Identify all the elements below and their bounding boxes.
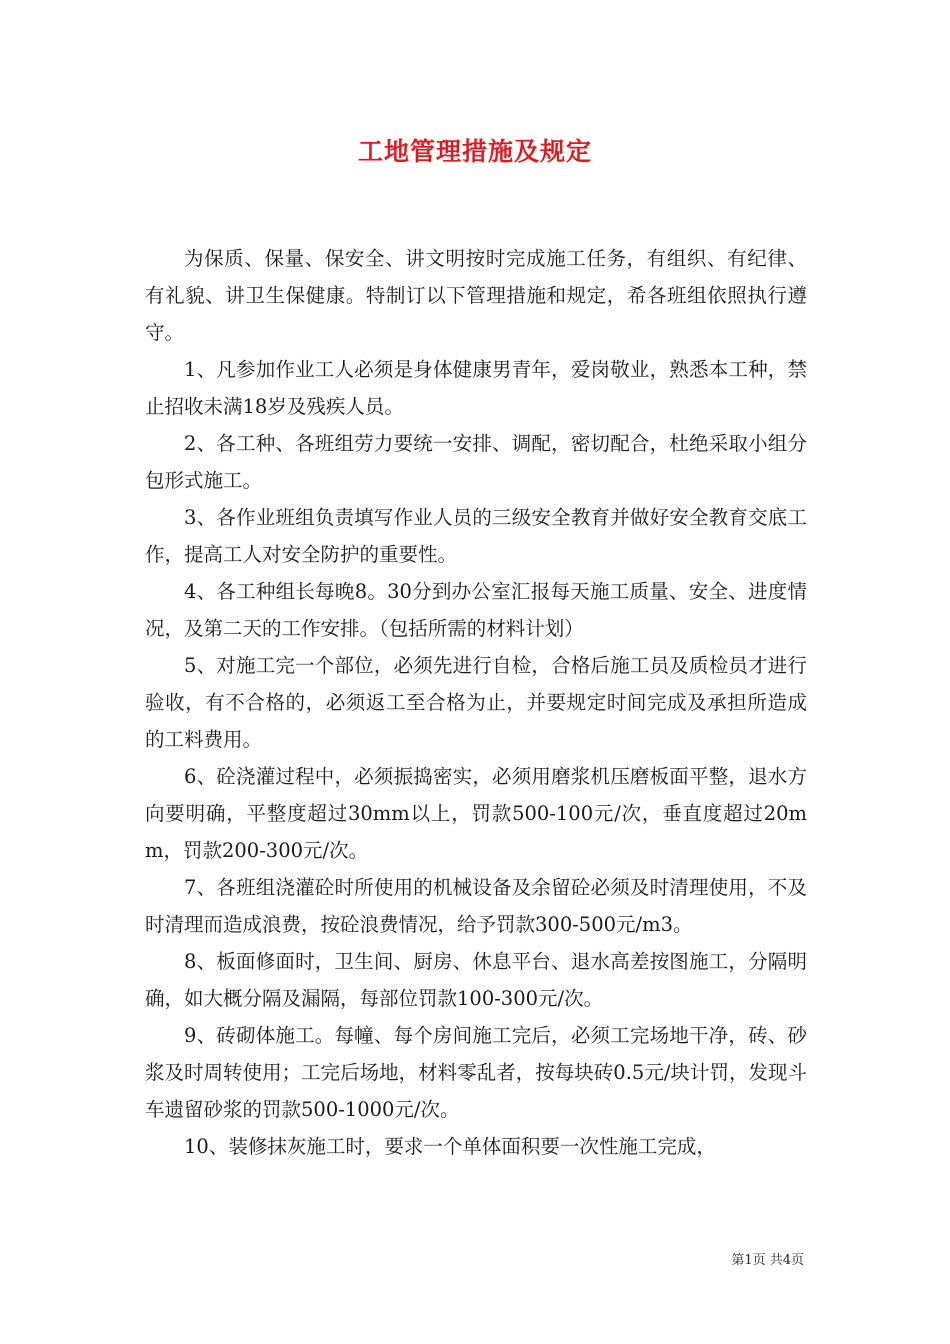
- intro-paragraph: 为保质、保量、保安全、讲文明按时完成施工任务，有组织、有纪律、有礼貌、讲卫生保健康。特制订以下管理措施和规定，希各班组依照执行遵守。: [145, 247, 807, 344]
- rule-paragraph-3: 3、各作业班组负责填写作业人员的三级安全教育并做好安全教育交底工作，提高工人对安全防护的重要性。: [145, 506, 807, 566]
- rule-paragraph-2: 2、各工种、各班组劳力要统一安排、调配，密切配合，杜绝采取小组分包形式施工。: [145, 432, 807, 492]
- document-title: 工地管理措施及规定: [357, 137, 592, 166]
- rule-paragraph-5: 5、对施工完一个部位，必须先进行自检，合格后施工员及质检员才进行验收，有不合格的，必须返工至合格为止，并要规定时间完成及承担所造成的工料费用。: [145, 654, 807, 751]
- rule-paragraph-8: 8、板面修面时，卫生间、厨房、休息平台、退水高差按图施工，分隔明确，如大概分隔及漏隔，每部位罚款100-300元/次。: [145, 950, 807, 1010]
- rule-paragraph-9: 9、砖砌体施工。每幢、每个房间施工完后，必须工完场地干净，砖、砂浆及时周转使用；工完后场地，材料零乱者，按每块砖0.5元/块计罚，发现斗车遗留砂浆的罚款500-1000元/次。: [145, 1024, 807, 1121]
- document-body: [145, 240, 807, 1165]
- rule-paragraph-1: 1、凡参加作业工人必须是身体健康男青年，爱岗敬业，熟悉本工种，禁止招收未满18岁及残疾人员。: [145, 358, 807, 418]
- rule-paragraph-6: 6、砼浇灌过程中，必须振捣密实，必须用磨浆机压磨板面平整，退水方向要明确，平整度超过30mm以上，罚款500-100元/次，垂直度超过20mm，罚款200-300元/次。: [145, 765, 807, 862]
- rule-paragraph-10: 10、装修抹灰施工时，要求一个单体面积要一次性施工完成，: [184, 1135, 716, 1158]
- rule-paragraph-4: 4、各工种组长每晚8。30分到办公室汇报每天施工质量、安全、进度情况，及第二天的工作安排。（包括所需的材料计划）: [145, 580, 807, 640]
- page-number: 第1页 共4页: [731, 1253, 804, 1268]
- rule-paragraph-7: 7、各班组浇灌砼时所使用的机械设备及余留砼必须及时清理使用，不及时清理而造成浪费，按砼浪费情况，给予罚款300-500元/m3。: [145, 876, 807, 936]
